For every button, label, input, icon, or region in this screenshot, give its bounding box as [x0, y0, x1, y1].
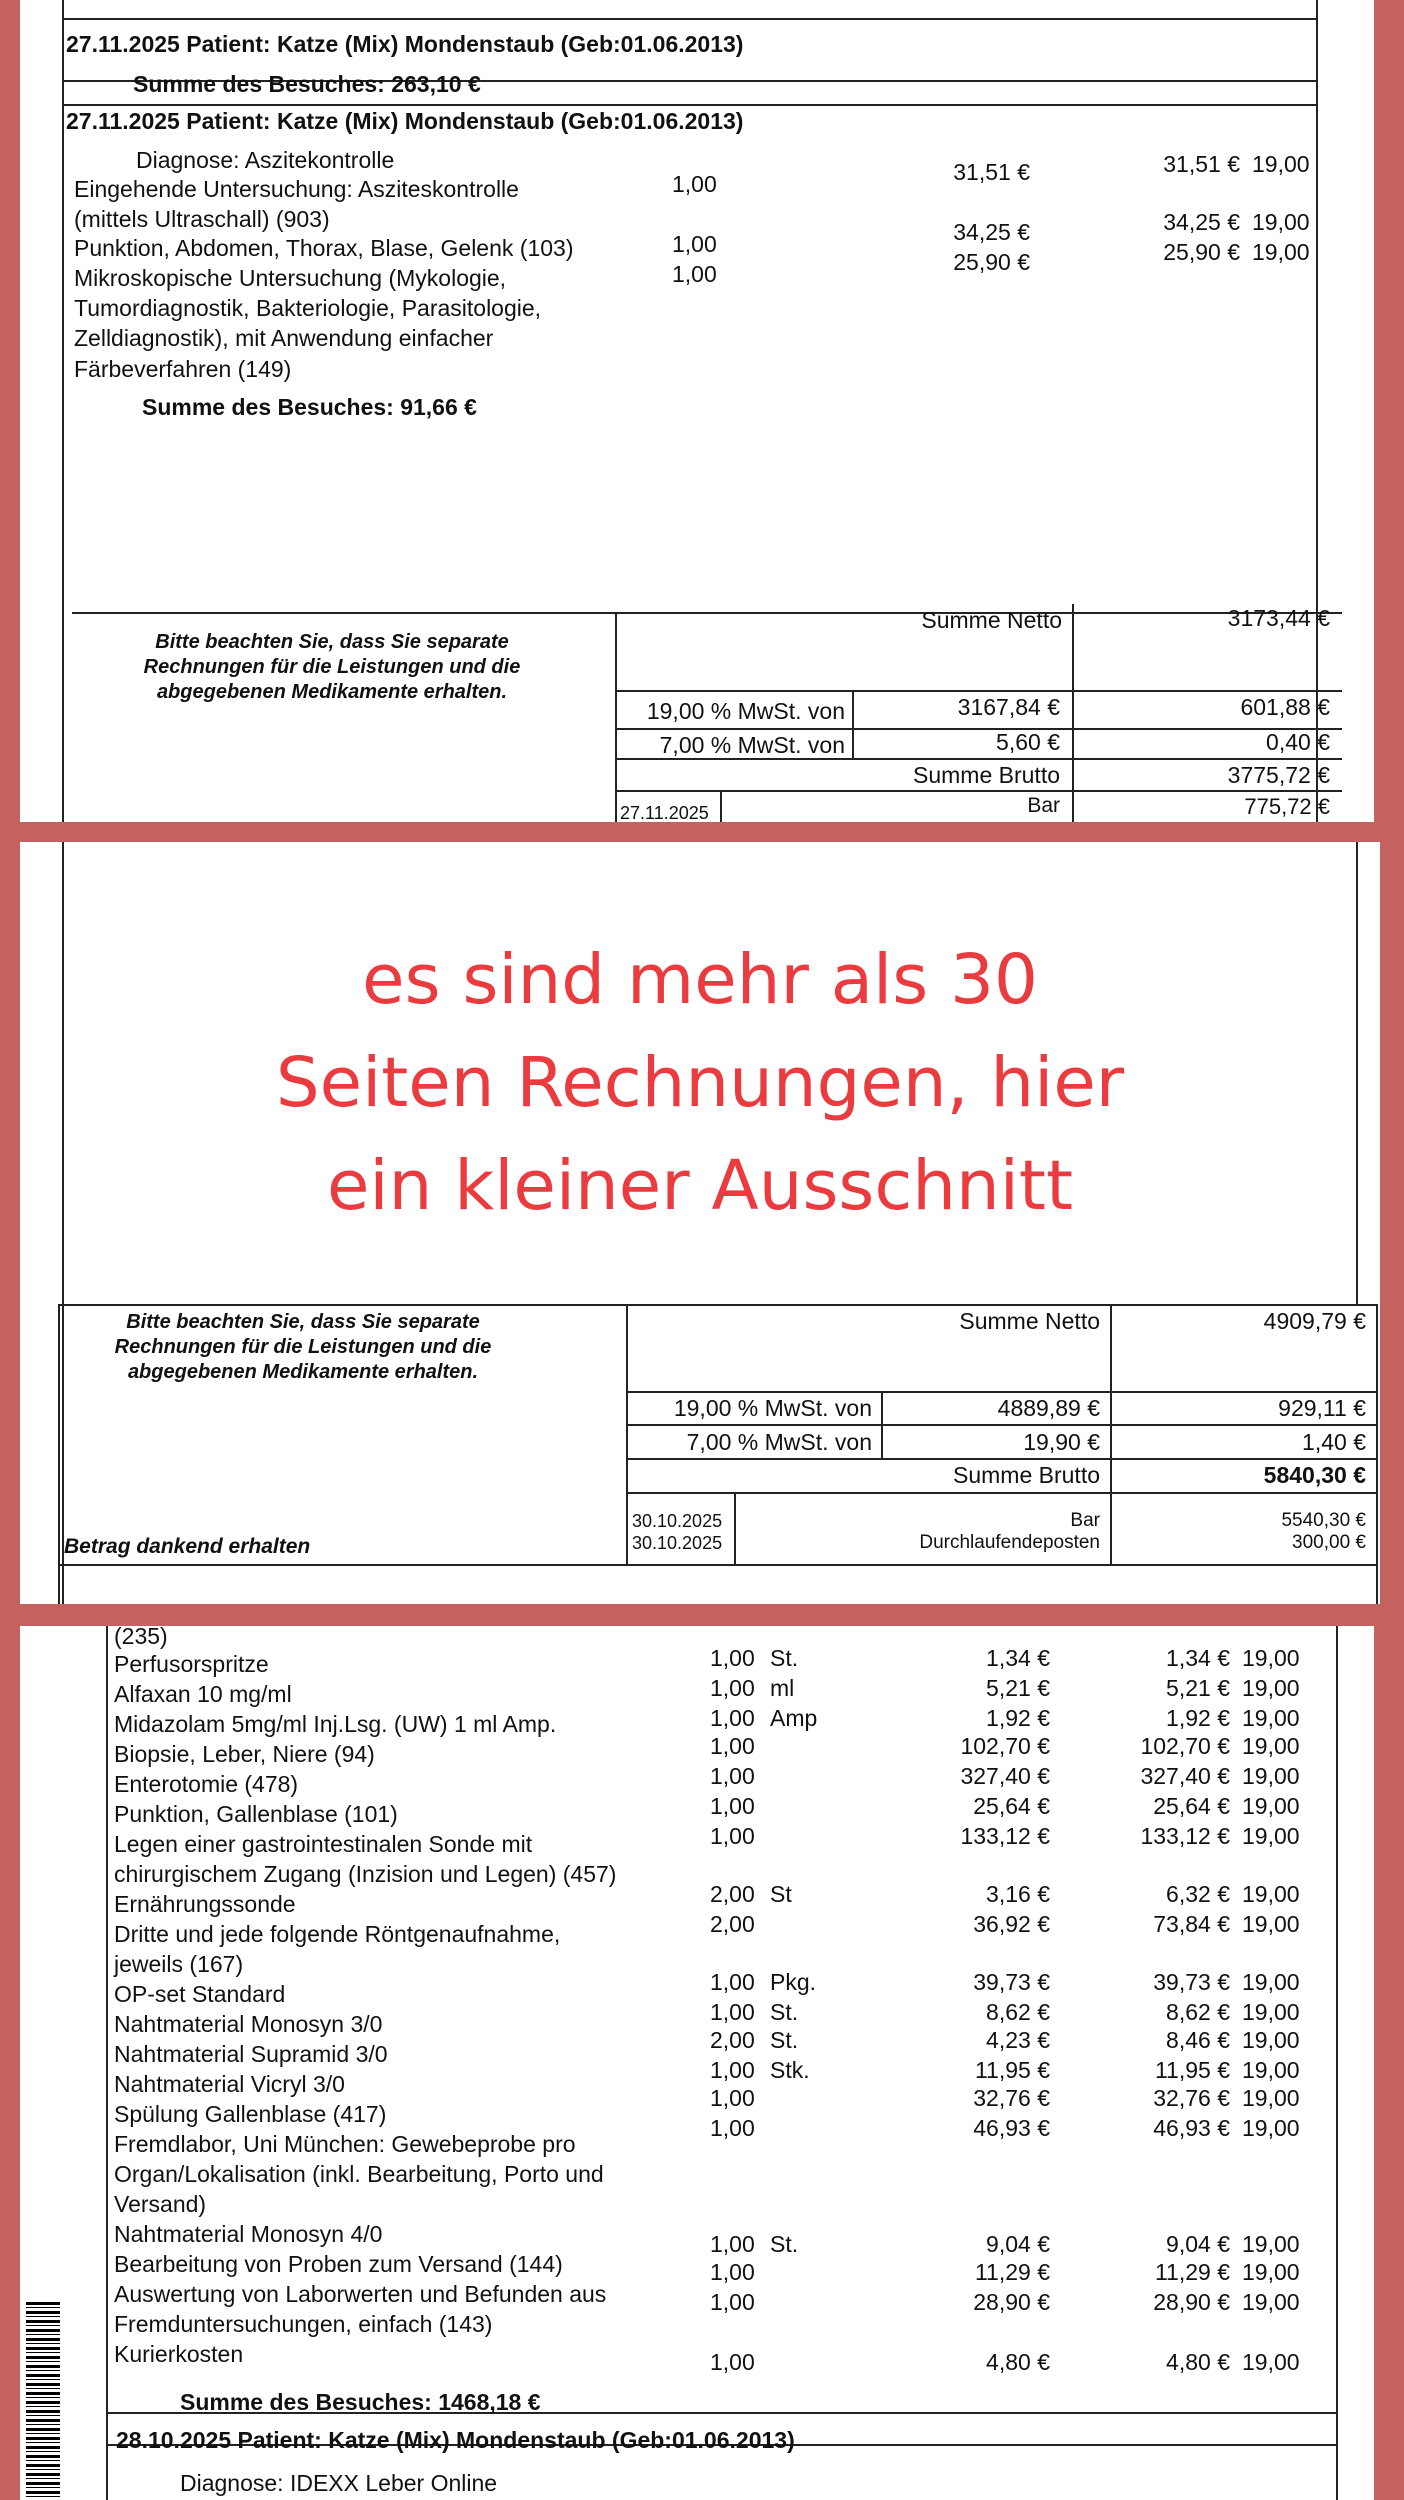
item-vat: 19,00	[1242, 2027, 1300, 2053]
item-total: 8,46 €	[1166, 2027, 1230, 2053]
item-description: Nahtmaterial Vicryl 3/0	[114, 2071, 345, 2097]
item-unit: Amp	[770, 1705, 818, 1731]
item-total: 327,40 €	[1140, 1763, 1230, 1789]
overlay-line: Seiten Rechnungen, hier	[275, 1043, 1125, 1123]
item-description: Färbeverfahren (149)	[74, 356, 292, 382]
item-description: Ernährungssonde	[114, 1891, 296, 1917]
item-price: 34,25 €	[953, 219, 1030, 245]
note-line: Rechnungen für die Leistungen und die	[114, 1336, 492, 1358]
overlay-line: es sind mehr als 30	[362, 940, 1038, 1020]
item-vat: 19,00	[1252, 239, 1310, 265]
note-line: Rechnungen für die Leistungen und die	[143, 656, 521, 678]
item-price: 1,34 €	[986, 1645, 1050, 1671]
vat7-amount: 1,40 €	[1302, 1429, 1366, 1455]
item-description: OP-set Standard	[114, 1981, 286, 2007]
item-description: Nahtmaterial Monosyn 4/0	[114, 2221, 383, 2247]
item-description: Nahtmaterial Supramid 3/0	[114, 2041, 388, 2067]
item-vat: 19,00	[1242, 1969, 1300, 1995]
vat19-base: 3167,84 €	[957, 694, 1060, 720]
item-qty: 2,00	[710, 1911, 755, 1937]
item-qty: 1,00	[710, 2349, 755, 2375]
item-description: Fremdlabor, Uni München: Gewebeprobe pro	[114, 2131, 576, 2157]
vat7-amount: 0,40 €	[1266, 729, 1330, 755]
item-total: 31,51 €	[1163, 151, 1240, 177]
payment-date: 30.10.2025	[632, 1511, 723, 1531]
item-qty: 1,00	[672, 261, 717, 287]
item-unit: St.	[770, 2027, 799, 2053]
payment-date: 27.11.2025	[620, 803, 709, 822]
item-unit: Stk.	[770, 2057, 810, 2083]
item-unit: St	[770, 1881, 792, 1907]
payment-method: Bar	[1027, 794, 1060, 817]
payment-method: Bar	[1070, 1510, 1100, 1531]
visit-sum: Summe des Besuches: 1468,18 €	[180, 2389, 541, 2415]
visit-header: 27.11.2025 Patient: Katze (Mix) Mondenstaub (Geb:01.06.2013)	[66, 108, 744, 134]
item-qty: 1,00	[710, 1823, 755, 1849]
item-description: Tumordiagnostik, Bakteriologie, Parasitologie,	[74, 295, 542, 321]
item-description: Legen einer gastrointestinalen Sonde mit	[114, 1831, 533, 1857]
item-description: Bearbeitung von Proben zum Versand (144)	[114, 2251, 563, 2277]
item-price: 1,92 €	[986, 1705, 1050, 1731]
item-qty: 1,00	[710, 2259, 755, 2285]
summe-netto-label: Summe Netto	[921, 607, 1062, 633]
item-price: 9,04 €	[986, 2231, 1050, 2257]
separate-invoices-note	[88, 1310, 518, 1385]
item-vat: 19,00	[1242, 1793, 1300, 1819]
item-unit: St.	[770, 1999, 799, 2025]
vat7-label: 7,00 % MwSt. von	[659, 732, 845, 758]
item-description: Kurierkosten	[114, 2341, 244, 2367]
note-line: Bitte beachten Sie, dass Sie separate	[126, 1311, 480, 1333]
item-total: 4,80 €	[1166, 2349, 1230, 2375]
item-qty: 1,00	[710, 2115, 755, 2141]
vat19-base: 4889,89 €	[997, 1395, 1100, 1421]
item-qty: 1,00	[672, 231, 717, 257]
payment-method: Durchlaufendeposten	[919, 1532, 1100, 1553]
vat19-label: 19,00 % MwSt. von	[646, 698, 845, 724]
item-qty: 1,00	[710, 1969, 755, 1995]
item-description: Auswertung von Laborwerten und Befunden aus	[114, 2281, 607, 2307]
item-price: 3,16 €	[986, 1881, 1050, 1907]
item-description: Punktion, Gallenblase (101)	[114, 1801, 398, 1827]
invoice-page-top	[20, 0, 1374, 822]
visit-header: 28.10.2025 Patient: Katze (Mix) Mondenstaub (Geb:01.06.2013)	[116, 2427, 795, 2453]
payment-date: 30.10.2025	[632, 1533, 723, 1553]
item-description: Alfaxan 10 mg/ml	[114, 1681, 292, 1707]
vat19-label: 19,00 % MwSt. von	[673, 1395, 872, 1421]
vat19-amount: 601,88 €	[1240, 694, 1330, 720]
note-line: abgegebenen Medikamente erhalten.	[127, 1361, 479, 1383]
item-vat: 19,00	[1242, 2349, 1300, 2375]
item-vat: 19,00	[1242, 1823, 1300, 1849]
item-price: 8,62 €	[986, 1999, 1050, 2025]
item-total: 11,95 €	[1154, 2057, 1230, 2083]
item-qty: 1,00	[710, 1999, 755, 2025]
vat7-label: 7,00 % MwSt. von	[686, 1429, 872, 1455]
item-vat: 19,00	[1242, 2231, 1300, 2257]
item-total: 25,64 €	[1153, 1793, 1230, 1819]
item-total: 46,93 €	[1153, 2115, 1230, 2141]
item-total: 32,76 €	[1153, 2085, 1230, 2111]
item-total: 11,29 €	[1154, 2259, 1230, 2285]
summe-brutto-value: 3775,72 €	[1227, 762, 1330, 788]
payment-amount: 300,00 €	[1292, 1532, 1366, 1553]
item-vat: 19,00	[1242, 1763, 1300, 1789]
diagnosis: Diagnose: Aszitekontrolle	[136, 147, 395, 173]
item-price: 28,90 €	[973, 2289, 1050, 2315]
separate-invoices-note	[112, 630, 552, 705]
item-vat: 19,00	[1242, 2259, 1300, 2285]
summe-netto-label: Summe Netto	[959, 1308, 1100, 1334]
item-total: 1,34 €	[1166, 1645, 1230, 1671]
item-total: 73,84 €	[1153, 1911, 1230, 1937]
item-vat: 19,00	[1242, 2085, 1300, 2111]
item-price: 327,40 €	[960, 1763, 1050, 1789]
overlay-line: ein kleiner Ausschnitt	[326, 1146, 1074, 1226]
item-qty: 2,00	[710, 2027, 755, 2053]
item-description: Eingehende Untersuchung: Asziteskontrolle	[74, 176, 519, 202]
item-total: 39,73 €	[1153, 1969, 1230, 1995]
item-vat: 19,00	[1242, 1999, 1300, 2025]
item-total: 34,25 €	[1163, 209, 1240, 235]
item-description: jeweils (167)	[114, 1951, 244, 1977]
item-qty: 1,00	[710, 1763, 755, 1789]
note-line: Bitte beachten Sie, dass Sie separate	[155, 631, 509, 653]
item-description: Versand)	[114, 2191, 207, 2217]
item-price: 11,95 €	[974, 2057, 1050, 2083]
item-description: Zelldiagnostik), mit Anwendung einfacher	[74, 325, 494, 351]
item-price: 11,29 €	[974, 2259, 1050, 2285]
amount-received-note: Betrag dankend erhalten	[64, 1535, 311, 1558]
note-line: abgegebenen Medikamente erhalten.	[156, 681, 508, 703]
item-total: 6,32 €	[1166, 1881, 1230, 1907]
item-vat: 19,00	[1252, 209, 1310, 235]
item-qty: 1,00	[710, 2057, 755, 2083]
item-total: 8,62 €	[1166, 1999, 1230, 2025]
item-unit: St.	[770, 1645, 799, 1671]
item-qty: 1,00	[710, 1733, 755, 1759]
item-qty: 1,00	[710, 2289, 755, 2315]
item-price: 36,92 €	[973, 1911, 1050, 1937]
item-price: 46,93 €	[973, 2115, 1050, 2141]
item-vat: 19,00	[1242, 1645, 1300, 1671]
payment-amount: 5540,30 €	[1281, 1510, 1366, 1531]
item-vat: 19,00	[1242, 2057, 1300, 2083]
invoice-page-bottom	[20, 1626, 1374, 2500]
item-description: Midazolam 5mg/ml Inj.Lsg. (UW) 1 ml Amp.	[114, 1711, 557, 1737]
item-description: Organ/Lokalisation (inkl. Bearbeitung, Porto und	[114, 2161, 604, 2187]
item-qty: 1,00	[710, 1793, 755, 1819]
item-total: 1,92 €	[1166, 1705, 1230, 1731]
item-total: 28,90 €	[1153, 2289, 1230, 2315]
item-qty: 1,00	[710, 2085, 755, 2111]
item-unit: St.	[770, 2231, 799, 2257]
item-total: 25,90 €	[1163, 239, 1240, 265]
item-description: (mittels Ultraschall) (903)	[74, 206, 330, 232]
item-description: Perfusorspritze	[114, 1651, 269, 1677]
item-description: Biopsie, Leber, Niere (94)	[114, 1741, 375, 1767]
item-price: 32,76 €	[973, 2085, 1050, 2111]
item-price: 25,90 €	[953, 249, 1030, 275]
summe-brutto-label: Summe Brutto	[913, 762, 1060, 788]
item-qty: 2,00	[710, 1881, 755, 1907]
vat7-base: 19,90 €	[1023, 1429, 1100, 1455]
item-description: Nahtmaterial Monosyn 3/0	[114, 2011, 383, 2037]
item-description: (235)	[114, 1626, 168, 1649]
item-description: chirurgischem Zugang (Inzision und Legen) (457)	[114, 1861, 617, 1887]
item-qty: 1,00	[710, 1645, 755, 1671]
item-price: 5,21 €	[986, 1675, 1050, 1701]
item-unit: Pkg.	[770, 1969, 817, 1995]
item-total: 5,21 €	[1166, 1675, 1230, 1701]
item-qty: 1,00	[710, 1675, 755, 1701]
visit-sum: Summe des Besuches: 263,10 €	[133, 71, 481, 97]
summe-brutto-value: 5840,30 €	[1263, 1462, 1366, 1488]
summe-brutto-label: Summe Brutto	[953, 1462, 1100, 1488]
item-price: 133,12 €	[960, 1823, 1050, 1849]
item-description: Enterotomie (478)	[114, 1771, 299, 1797]
item-qty: 1,00	[710, 2231, 755, 2257]
diagnosis: Diagnose: IDEXX Leber Online	[180, 2470, 498, 2496]
item-vat: 19,00	[1242, 1911, 1300, 1937]
vat19-amount: 929,11 €	[1278, 1395, 1366, 1421]
vat7-base: 5,60 €	[996, 729, 1060, 755]
item-price: 4,23 €	[986, 2027, 1050, 2053]
item-price: 31,51 €	[953, 159, 1030, 185]
item-total: 102,70 €	[1140, 1733, 1230, 1759]
item-vat: 19,00	[1242, 2115, 1300, 2141]
item-price: 25,64 €	[973, 1793, 1050, 1819]
item-description: Mikroskopische Untersuchung (Mykologie,	[74, 265, 507, 291]
item-vat: 19,00	[1242, 1881, 1300, 1907]
item-vat: 19,00	[1252, 151, 1310, 177]
payment-amount: 775,72 €	[1244, 794, 1330, 819]
visit-sum: Summe des Besuches: 91,66 €	[142, 394, 477, 420]
item-description: Dritte und jede folgende Röntgenaufnahme,	[114, 1921, 561, 1947]
item-total: 133,12 €	[1140, 1823, 1230, 1849]
summe-netto-value: 4909,79 €	[1263, 1308, 1366, 1334]
item-vat: 19,00	[1242, 1733, 1300, 1759]
item-description: Spülung Gallenblase (417)	[114, 2101, 387, 2127]
item-price: 4,80 €	[986, 2349, 1050, 2375]
item-unit: ml	[770, 1675, 795, 1701]
item-total: 9,04 €	[1166, 2231, 1230, 2257]
invoice-page-middle	[20, 842, 1380, 1604]
item-qty: 1,00	[710, 1705, 755, 1731]
visit-header: 27.11.2025 Patient: Katze (Mix) Mondenstaub (Geb:01.06.2013)	[66, 31, 744, 57]
item-vat: 19,00	[1242, 2289, 1300, 2315]
summe-netto-value: 3173,44 €	[1227, 605, 1330, 631]
barcode-icon	[26, 2302, 60, 2500]
item-price: 39,73 €	[973, 1969, 1050, 1995]
item-qty: 1,00	[672, 171, 717, 197]
item-price: 102,70 €	[960, 1733, 1050, 1759]
item-vat: 19,00	[1242, 1675, 1300, 1701]
item-vat: 19,00	[1242, 1705, 1300, 1731]
item-description: Fremduntersuchungen, einfach (143)	[114, 2311, 493, 2337]
item-description: Punktion, Abdomen, Thorax, Blase, Gelenk (103)	[74, 235, 574, 261]
